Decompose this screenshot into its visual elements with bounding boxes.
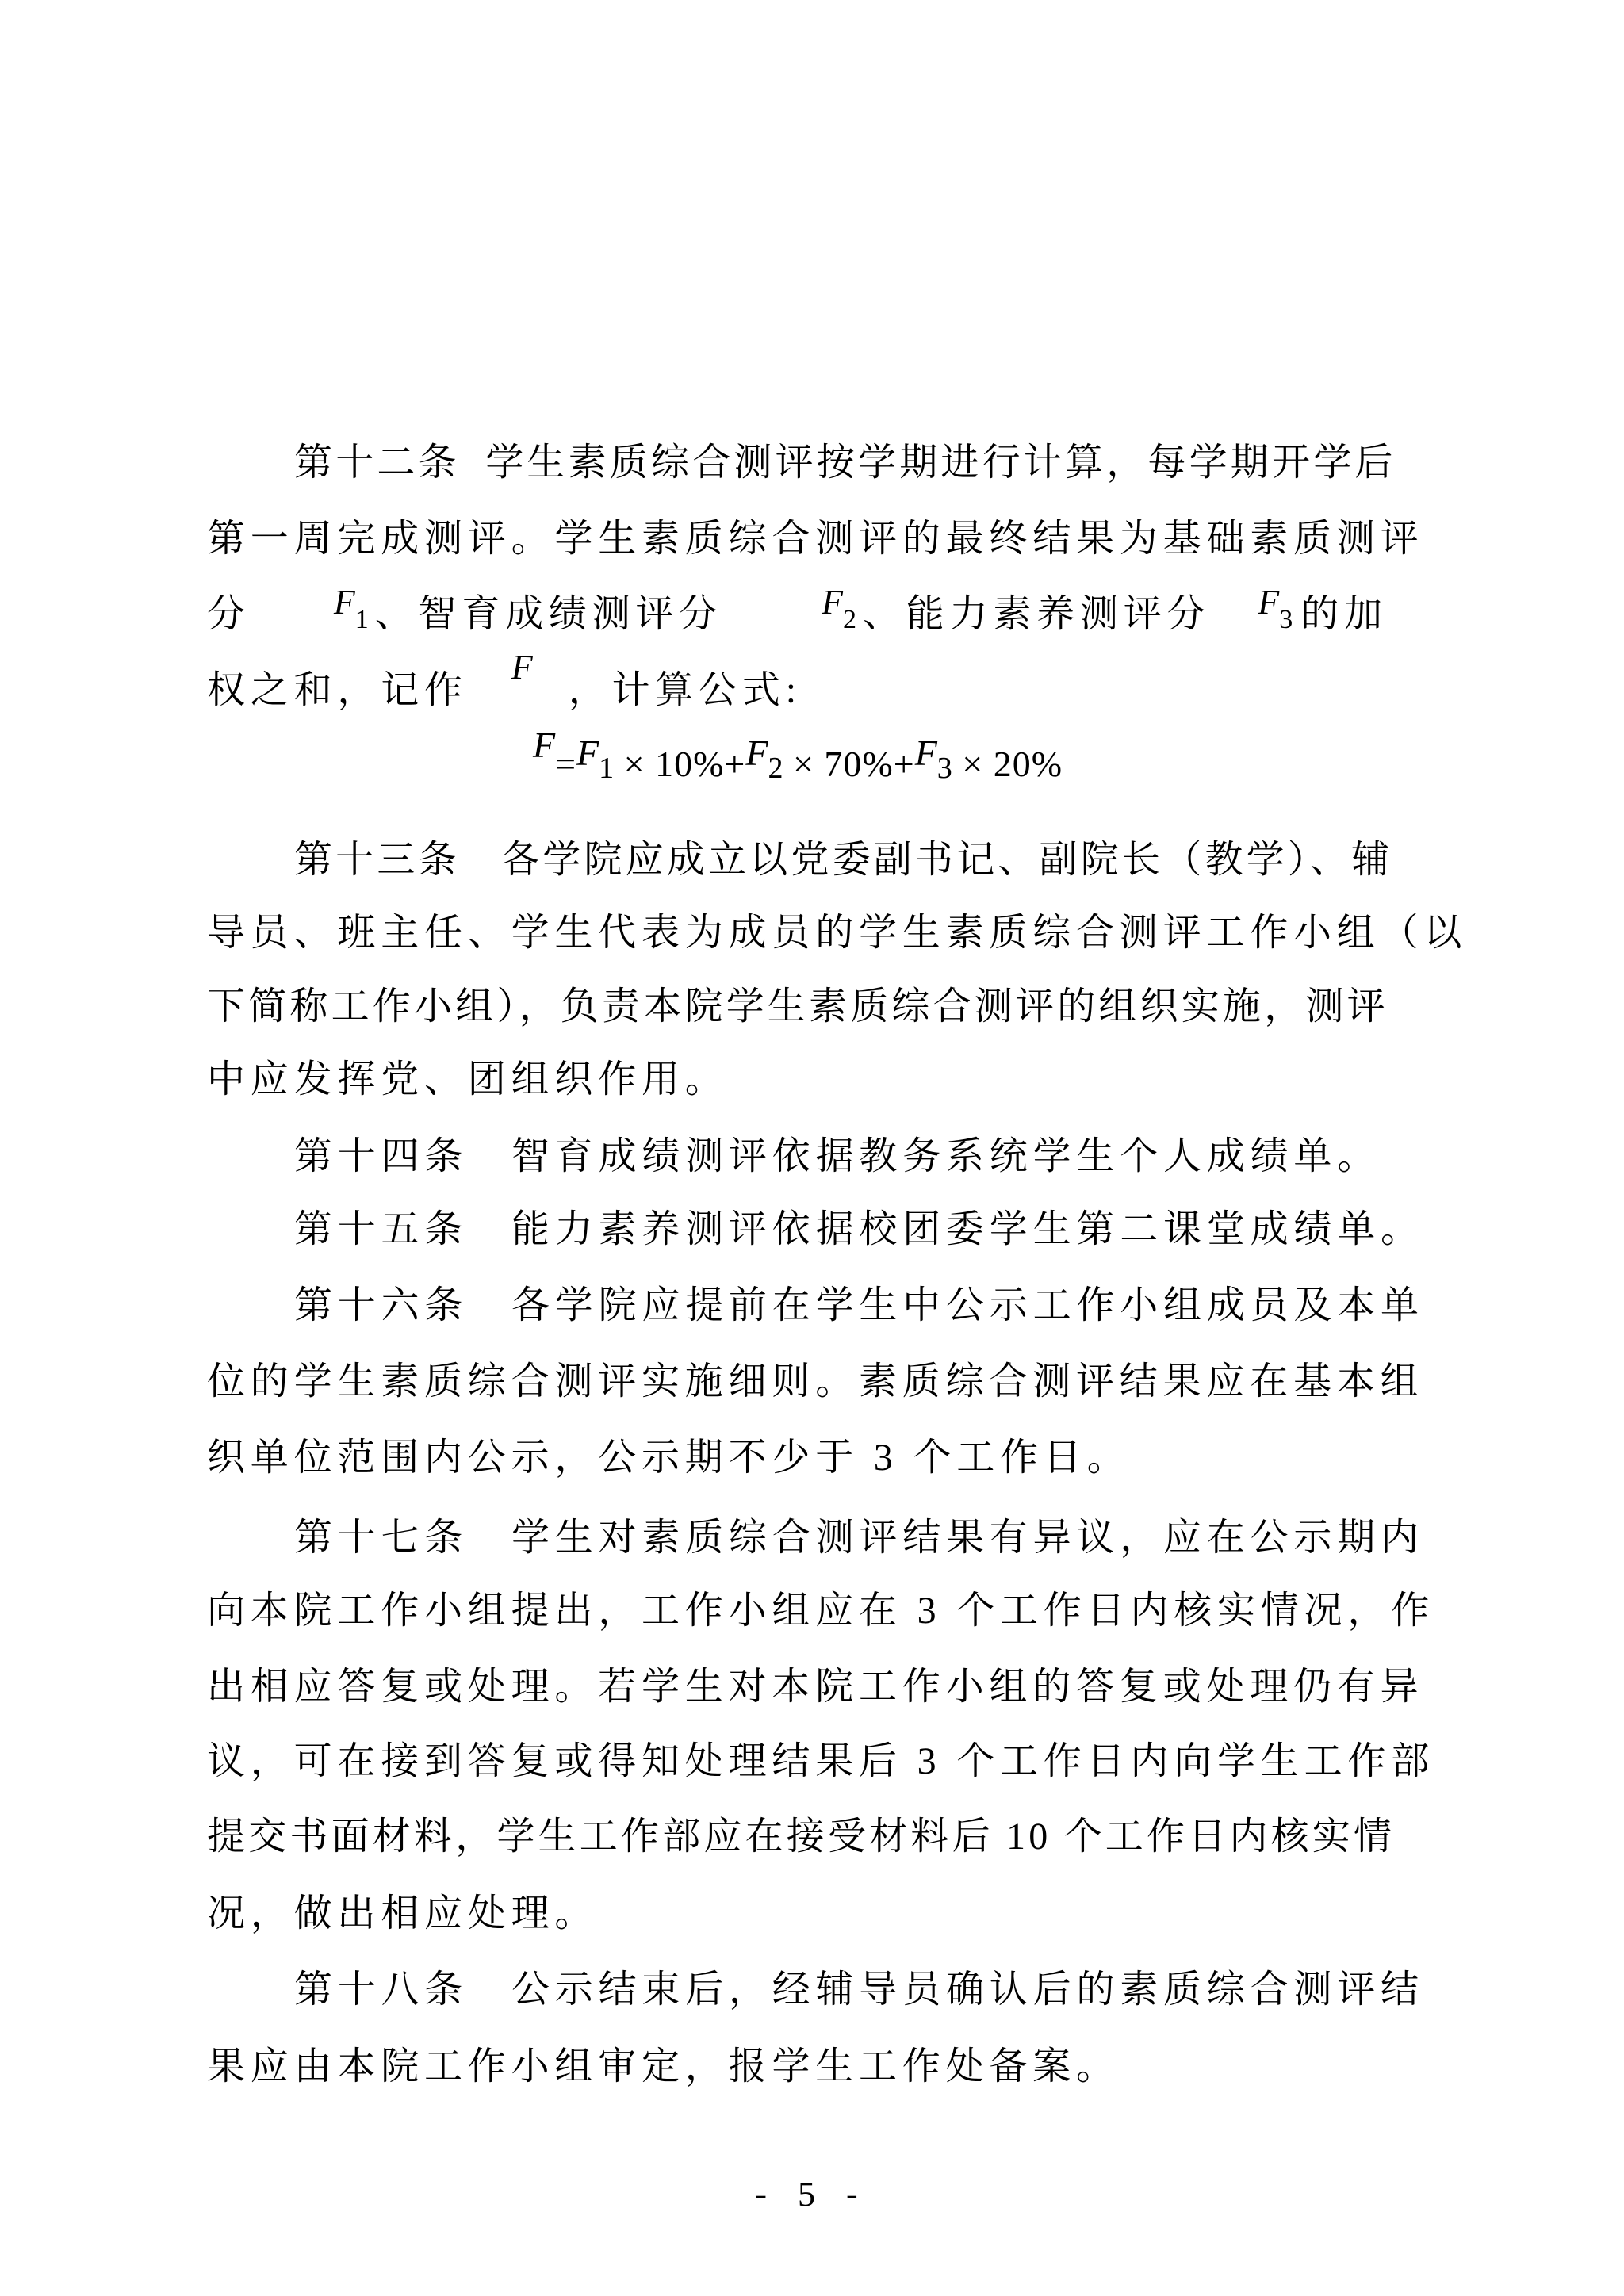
formula-var-f3-sub: 3 xyxy=(936,752,952,785)
article-13-line-2: 导员、班主任、学生代表为成员的学生素质综合测评工作小组（以 xyxy=(207,912,1468,954)
equals-sign: = xyxy=(555,744,577,784)
article-16-line-1: 第十六条 各学院应提前在学生中公示工作小组成员及本单 xyxy=(294,1284,1424,1326)
formula-var-f: F xyxy=(533,725,556,765)
article-17-line-3: 出相应答复或处理。若学生对本院工作小组的答复或处理仍有异 xyxy=(207,1666,1424,1708)
line-text: ，计算公式: xyxy=(568,669,802,711)
article-17-line-6: 况，做出相应处理。 xyxy=(207,1892,599,1934)
formula-var-f3: F xyxy=(1258,583,1280,622)
article-12-line-1: 第十二条 学生素质综合测评按学期进行计算，每学期开学后 xyxy=(294,442,1396,484)
article-17-line-1: 第十七条 学生对素质综合测评结果有异议，应在公示期内 xyxy=(294,1517,1424,1559)
article-13-line-3: 下简称工作小组），负责本院学生素质综合测评的组织实施，测评 xyxy=(207,985,1388,1027)
formula-var-f3: F xyxy=(914,733,937,773)
line-text: 分 xyxy=(207,593,251,635)
article-17-line-4: 议，可在接到答复或得知处理结果后 3 个工作日内向学生工作部 xyxy=(207,1740,1435,1782)
formula-var-f1: F xyxy=(576,733,599,773)
article-13-line-4: 中应发挥党、团组织作用。 xyxy=(207,1058,729,1100)
formula-var-f3-sub: 3 xyxy=(1279,605,1293,634)
article-14-line-1: 第十四条 智育成绩测评依据教务系统学生个人成绩单。 xyxy=(294,1135,1381,1177)
article-17-line-5: 提交书面材料，学生工作部应在接受材料后 10 个工作日内核实情 xyxy=(207,1816,1396,1858)
article-18-line-1: 第十八条 公示结束后，经辅导员确认后的素质综合测评结 xyxy=(294,1969,1424,2011)
formula-op-2: × 70%+ xyxy=(783,744,915,784)
formula-var-f1: F xyxy=(333,583,355,622)
formula-op-1: × 10%+ xyxy=(614,744,746,784)
formula-op-3: × 20% xyxy=(952,744,1063,784)
article-15-line-1: 第十五条 能力素养测评依据校团委学生第二课堂成绩单。 xyxy=(294,1208,1424,1250)
article-12-line-4 xyxy=(207,648,1476,729)
formula-var-f1-sub: 1 xyxy=(599,752,615,785)
formula-var-f: F xyxy=(511,648,533,687)
formula-var-f2: F xyxy=(822,583,843,622)
article-13-line-1: 第十三条 各学院应成立以党委副书记、副院长（教学）、辅 xyxy=(294,839,1393,881)
article-16-line-2: 位的学生素质综合测评实施细则。素质综合测评结果应在基本组 xyxy=(207,1360,1424,1402)
line-text: 、能力素养测评分 xyxy=(863,593,1211,635)
line-text: 的加 xyxy=(1300,593,1388,635)
formula-var-f2: F xyxy=(745,733,768,773)
article-16-line-3: 织单位范围内公示，公示期不少于 3 个工作日。 xyxy=(207,1437,1131,1479)
line-text: 权之和，记作 xyxy=(207,669,468,711)
article-18-line-2: 果应由本院工作小组审定，报学生工作处备案。 xyxy=(207,2045,1120,2087)
article-12-line-2: 第一周完成测评。学生素质综合测评的最终结果为基础素质测评 xyxy=(207,518,1424,560)
formula-var-f2-sub: 2 xyxy=(768,752,783,785)
line-text: 、智育成绩测评分 xyxy=(374,593,723,635)
formula-var-f2-sub: 2 xyxy=(843,605,856,634)
weighted-sum-formula xyxy=(533,726,1063,802)
formula-var-f1-sub: 1 xyxy=(354,605,369,634)
page-number: - 5 - xyxy=(755,2175,869,2214)
article-17-line-2: 向本院工作小组提出，工作小组应在 3 个工作日内核实情况，作 xyxy=(207,1590,1435,1632)
article-12-line-3 xyxy=(207,576,1476,652)
